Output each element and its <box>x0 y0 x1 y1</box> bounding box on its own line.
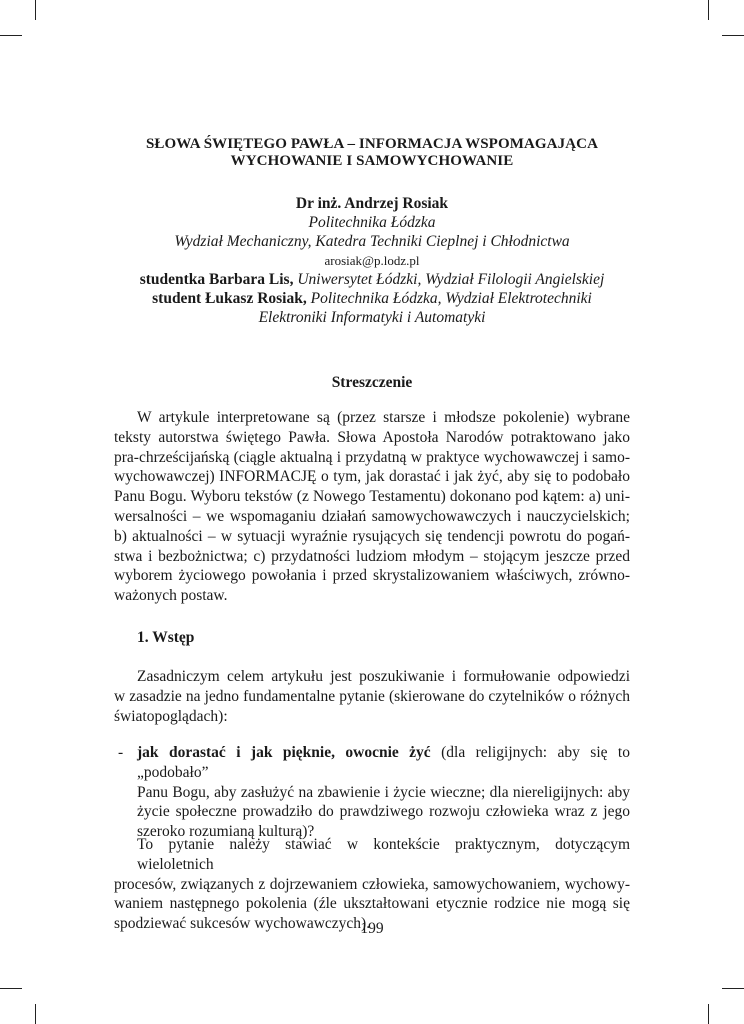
third-author <box>60 289 684 308</box>
bullet-dash: - <box>118 744 124 761</box>
second-author <box>60 270 684 289</box>
bullet-item <box>114 743 630 842</box>
bullet-line: szeroko rozumianą kulturą)? <box>137 823 315 841</box>
paper-title <box>100 136 644 170</box>
abstract-line: stwa i bezbożnictwa; c) przydatności ludziom młodym – stojącym jeszcze przed <box>114 547 630 565</box>
abstract-line: Panu Bogu. Wyboru tekstów (z Nowego Testamentu) dokonano pod kątem: a) uni- <box>114 488 630 506</box>
bullet-line: Panu Bogu, aby zasłużyć na zbawienie i życie wieczne; dla niereligijnych: aby <box>137 783 630 801</box>
paper-title-line-2: WYCHOWANIE I SAMOWYCHOWANIE <box>230 153 514 169</box>
main-author-department: Wydział Mechaniczny, Katedra Techniki Cieplnej i Chłodnictwa <box>174 233 570 250</box>
crop-mark-top-right-h <box>722 35 744 36</box>
crop-mark-bottom-left-h <box>0 988 22 989</box>
abstract-line: teksty autorstwa świętego Pawła. Słowa Apostoła Narodów potraktowano jako <box>114 428 630 446</box>
page-number: 199 <box>360 920 384 937</box>
crop-mark-bottom-right <box>708 1004 709 1024</box>
crop-mark-top-left <box>35 0 36 20</box>
abstract-paragraph <box>114 408 630 606</box>
third-author-name: student Łukasz Rosiak, <box>152 290 307 307</box>
third-author-affiliation: Politechnika Łódzka, Wydział Elektrotechniki <box>310 290 592 307</box>
closing-line: To pytanie należy stawiać w kontekście praktycznym, dotyczącym wieloletnich <box>137 836 630 873</box>
abstract-heading: Streszczenie <box>331 374 413 391</box>
abstract-line: b) aktualności – w sytuacji wyraźnie rysujących się tendencji powrotu do pogań- <box>114 527 630 545</box>
bullet-line: życie społeczne prowadziło do prawdziwego rozwoju człowieka wraz z jego <box>137 803 630 821</box>
paper-title-line-1: SŁOWA ŚWIĘTEGO PAWŁA – INFORMACJA WSPOMAGAJĄCA <box>145 136 598 152</box>
intro-line: w zasadzie na jedno fundamentalne pytanie (skierowane do czytelników o różnych <box>114 687 630 705</box>
main-author-email: arosiak@p.lodz.pl <box>324 253 420 268</box>
bullet-bold-question: jak dorastać i jak pięknie, owocnie żyć <box>137 744 431 761</box>
crop-mark-bottom-right-h <box>722 988 744 989</box>
main-author-name: Dr inż. Andrzej Rosiak <box>295 195 449 212</box>
crop-mark-top-right <box>708 0 709 20</box>
crop-mark-top-left-h <box>0 35 22 36</box>
abstract-line: ważonych postaw. <box>114 587 228 605</box>
bullet-body <box>137 743 630 842</box>
closing-line: spodziewać sukcesów wychowawczych). <box>114 915 371 933</box>
abstract-line: pra-chrześcijańską (ciągle aktualną i przydatną w praktyce wychowawczej i samo- <box>114 448 630 466</box>
abstract-line: W artykule interpretowane są (przez starsze i młodsze pokolenie) wybrane <box>137 409 630 426</box>
second-author-name: studentka Barbara Lis, <box>139 271 294 288</box>
author-block <box>60 194 684 327</box>
crop-mark-bottom-left <box>35 1004 36 1024</box>
abstract-line: wyborem życiowego powołania i przed skrystalizowaniem właściwych, zrówno- <box>114 567 630 585</box>
intro-line: Zasadniczym celem artykułu jest poszukiwanie i formułowanie odpowiedzi <box>137 668 630 685</box>
main-author-university: Politechnika Łódzka <box>308 214 436 231</box>
abstract-line: wychowawczej) INFORMACJĘ o tym, jak dorastać i jak żyć, aby się to podobało <box>114 468 630 486</box>
intro-paragraph <box>114 667 630 726</box>
closing-line: procesów, związanych z dojrzewaniem człowieka, samowychowaniem, wychowy- <box>114 875 630 893</box>
intro-line: światopoglądach): <box>114 707 228 725</box>
abstract-line: wersalności – we wspomaganiu działań samowychowawczych i nauczycielskich; <box>114 507 630 525</box>
third-author-affiliation-cont: Elektroniki Informatyki i Automatyki <box>258 309 486 326</box>
second-author-affiliation: Uniwersytet Łódzki, Wydział Filologii Angielskiej <box>297 271 605 288</box>
section-heading-introduction: 1. Wstęp <box>137 629 195 646</box>
closing-line: waniem następnego pokolenia (źle ukształtowani etycznie rodzice nie mogą się <box>114 895 630 913</box>
bullet-line-1-rest: (dla religijnych: aby się to „podobało” <box>137 744 630 781</box>
bullet-line <box>137 743 630 783</box>
